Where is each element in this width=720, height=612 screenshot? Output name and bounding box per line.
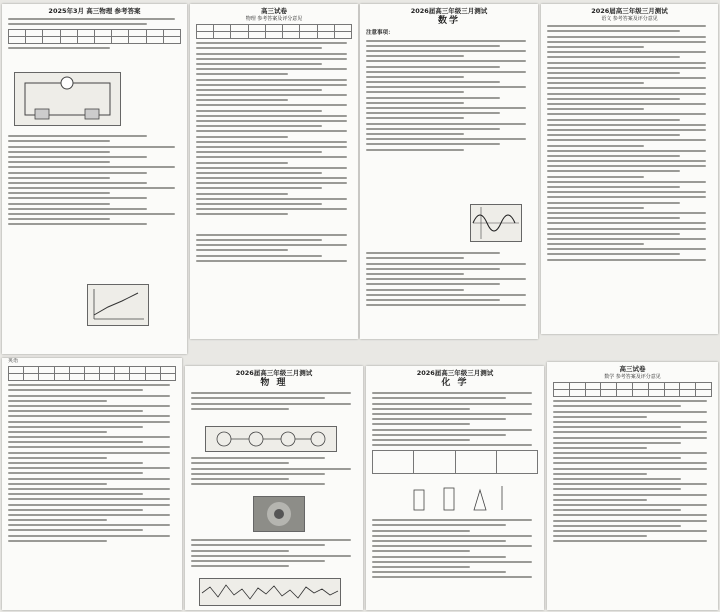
flow-diagram-figure — [205, 426, 337, 452]
sheet-title: 2026届高三年级三月测试 — [591, 7, 668, 15]
score-table — [196, 24, 352, 39]
subject-title: 物 理 — [260, 378, 288, 388]
sheet-subtitle: 物理 参考答案及评分意见 — [245, 16, 303, 22]
sheet-subtitle: 数学 参考答案及评分意见 — [604, 374, 661, 380]
subject-title: 数学 — [437, 16, 460, 26]
sine-graph-figure — [470, 204, 522, 242]
answer-table — [553, 382, 712, 397]
math-exam-sheet — [360, 4, 538, 339]
graph-figure — [87, 284, 149, 326]
answer-table — [8, 29, 181, 44]
chinese-answer-sheet — [541, 4, 718, 334]
sheet-subtitle: 语文 参考答案及评分意见 — [601, 16, 658, 22]
sheet-title: 2026届高三年级三月测试 — [416, 369, 494, 377]
answer-table — [8, 366, 176, 381]
lab-apparatus-figure — [406, 484, 516, 512]
physics-exam-sheet — [185, 366, 363, 610]
subject-title: 化 学 — [441, 378, 469, 388]
english-sheet — [2, 358, 182, 610]
sheet-title: 高三试卷 — [619, 365, 646, 373]
physics-answer-sheet — [2, 4, 187, 354]
sheet-subtitle: 英语 — [8, 358, 19, 364]
waveform-figure — [199, 578, 341, 606]
chemistry-exam-sheet — [366, 366, 544, 610]
math-answer-sheet — [547, 362, 718, 610]
sheet-title: 2026届高三年级三月测试 — [235, 369, 313, 377]
photo-figure — [253, 496, 305, 532]
circuit-figure — [14, 72, 121, 126]
sheet-title: 高三试卷 — [261, 7, 287, 15]
notice-heading: 注意事项： — [366, 30, 394, 36]
sheet-title: 2026届高三年级三月测试 — [410, 7, 488, 15]
physics-marking-sheet — [190, 4, 358, 339]
apparatus-table — [372, 450, 538, 474]
sheet-title: 2025年3月 高三物理 参考答案 — [48, 7, 141, 15]
